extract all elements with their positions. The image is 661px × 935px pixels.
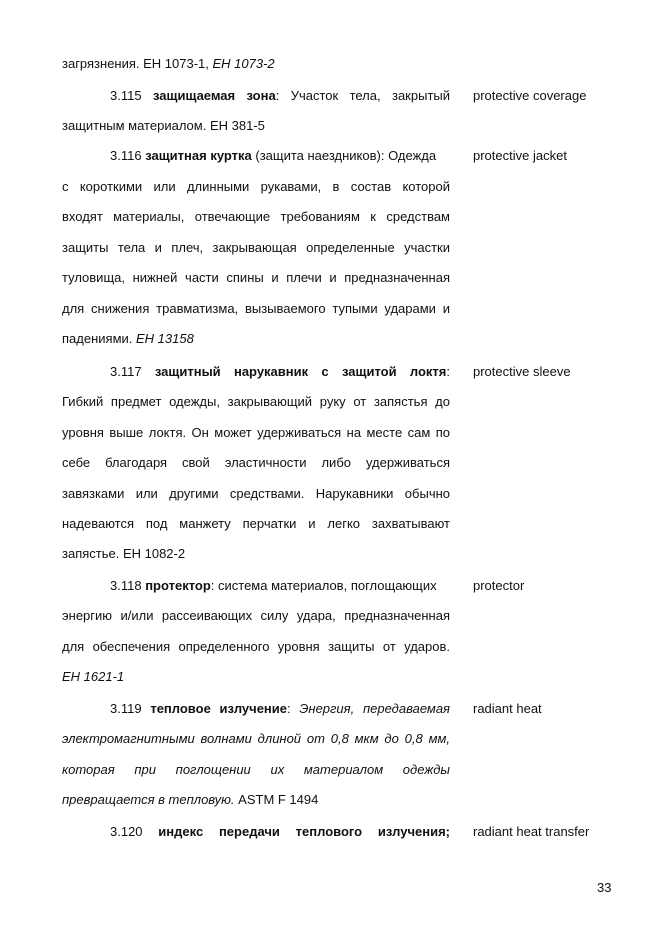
term-name: протектор bbox=[145, 578, 211, 593]
text-line: туловища, нижней части спины и плечи и предназначенная bbox=[62, 270, 450, 285]
term-3-119: 3.119 тепловое излучение: Энергия, передаваемая bbox=[110, 701, 450, 716]
term-3-120: 3.120 индекс передачи теплового излучения; bbox=[110, 824, 450, 839]
term-3-118: 3.118 протектор: система материалов, поглощающих bbox=[110, 578, 437, 593]
text-line: превращается в тепловую. ASTM F 1494 bbox=[62, 792, 319, 807]
english-term: protective jacket bbox=[473, 148, 567, 163]
english-term: protective coverage bbox=[473, 88, 587, 103]
text-line: защитным материалом. ЕН 381-5 bbox=[62, 118, 265, 133]
term-3-115: 3.115 защищаемая зона: Участок тела, закрытый bbox=[110, 88, 450, 103]
term-3-116: 3.116 защитная куртка (защита наездников): Одежда bbox=[110, 148, 437, 163]
text-line: себе благодаря свой эластичности либо удерживаться bbox=[62, 455, 450, 470]
text-line: ЕН 1621-1 bbox=[62, 669, 125, 684]
term-3-117: 3.117 защитный нарукавник с защитой локтя: bbox=[110, 364, 450, 379]
term-name: индекс передачи теплового излучения; bbox=[158, 824, 450, 839]
text-line: для обеспечения определенного уровня защиты от ударов. bbox=[62, 639, 450, 654]
english-term: radiant heat bbox=[473, 701, 542, 716]
text-line: энергию и/или рассеивающих силу удара, предназначенная bbox=[62, 608, 450, 623]
text-line: Гибкий предмет одежды, закрывающий руку от запястья до bbox=[62, 394, 450, 409]
text-line: запястье. ЕН 1082-2 bbox=[62, 546, 186, 561]
text-line: защиты тела и плеч, закрывающая определенные участки bbox=[62, 240, 450, 255]
page-number: 33 bbox=[597, 880, 612, 895]
term-name: защитный нарукавник с защитой локтя bbox=[154, 364, 447, 379]
text-line: для снижения травматизма, вызываемого тупыми ударами и bbox=[62, 301, 450, 316]
text-line: завязками или другими средствами. Нарукавники обычно bbox=[62, 486, 450, 501]
term-name: защищаемая зона bbox=[152, 88, 276, 103]
term-name: тепловое излучение bbox=[150, 701, 288, 716]
text-line: с короткими или длинными рукавами, в состав которой bbox=[62, 179, 450, 194]
text-line: падениями. ЕН 13158 bbox=[62, 331, 194, 346]
english-term: radiant heat transfer bbox=[473, 824, 590, 839]
text-line: уровня выше локтя. Он может удерживаться на месте сам по bbox=[62, 425, 450, 440]
text-line: входят материалы, отвечающие требованиям к средствам bbox=[62, 209, 450, 224]
english-term: protector bbox=[473, 578, 525, 593]
text-line: которая при поглощении их материалом одежды bbox=[62, 762, 450, 777]
text-line: электромагнитными волнами длиной от 0,8 мкм до 0,8 мм, bbox=[62, 731, 450, 746]
term-name: защитная куртка bbox=[145, 148, 252, 163]
english-term: protective sleeve bbox=[473, 364, 571, 379]
text-line: загрязнения. ЕН 1073-1, ЕН 1073-2 bbox=[62, 56, 275, 71]
text-line: надеваются под манжету перчатки и легко захватывают bbox=[62, 516, 450, 531]
